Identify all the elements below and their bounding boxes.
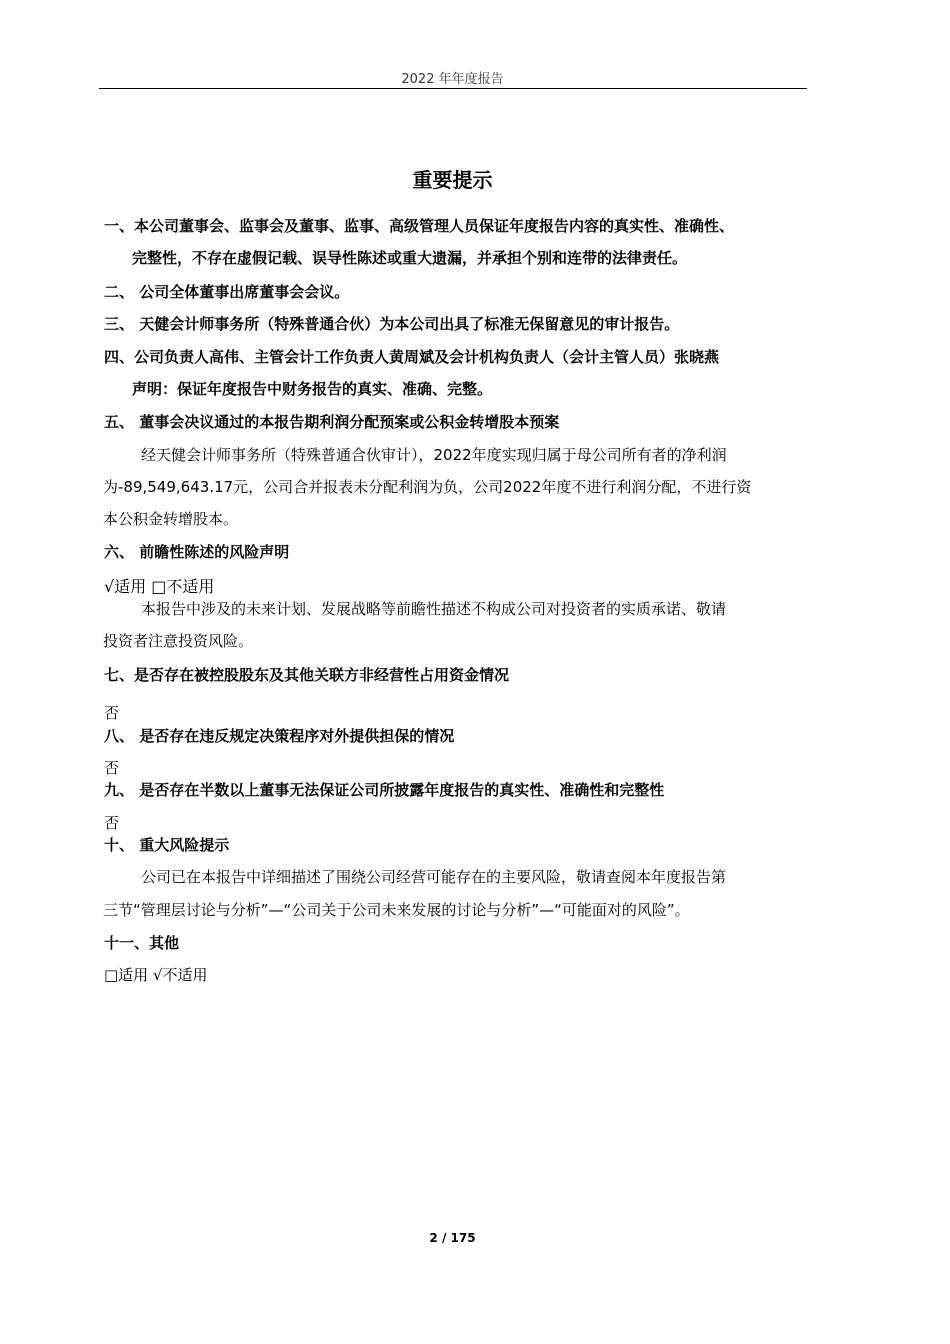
item-1-line-2: 完整性，不存在虚假记载、误导性陈述或重大遗漏，并承担个别和连带的法律责任。 — [132, 249, 688, 267]
item-6-applicability: √适用 □不适用 — [104, 577, 215, 596]
item-10-heading: 十、 重大风险提示 — [104, 836, 230, 854]
running-header: 2022 年年度报告 — [401, 72, 504, 87]
item-11-applicability: □适用 √不适用 — [104, 966, 208, 984]
item-6-heading: 六、 前瞻性陈述的风险声明 — [104, 543, 290, 561]
item-6-para-line-1: 本报告中涉及的未来计划、发展战略等前瞻性描述不构成公司对投资者的实质承诺、敬请 — [141, 600, 727, 618]
item-8-heading: 八、 是否存在违反规定决策程序对外提供担保的情况 — [104, 727, 455, 745]
item-7-heading: 七、是否存在被控股股东及其他关联方非经营性占用资金情况 — [104, 666, 510, 684]
item-5-para-line-3: 本公积金转增股本。 — [103, 510, 239, 528]
item-2: 二、 公司全体董事出席董事会会议。 — [104, 283, 350, 301]
item-3: 三、 天健会计师事务所（特殊普通合伙）为本公司出具了标准无保留意见的审计报告。 — [104, 315, 680, 333]
item-8-answer: 否 — [104, 759, 120, 777]
item-9-heading: 九、 是否存在半数以上董事无法保证公司所披露年度报告的真实性、准确性和完整性 — [104, 781, 665, 799]
item-5-heading: 五、 董事会决议通过的本报告期利润分配预案或公积金转增股本预案 — [104, 413, 560, 431]
page-title: 重要提示 — [412, 168, 493, 192]
item-9-answer: 否 — [104, 814, 120, 832]
item-6-para-line-2: 投资者注意投资风险。 — [103, 632, 254, 650]
item-10-para-line-2: 三节“管理层讨论与分析”—“公司关于公司未来发展的讨论与分析”—“可能面对的风险”。 — [103, 901, 690, 919]
header-divider — [99, 88, 807, 89]
item-5-para-line-2: 为-89,549,643.17元，公司合并报表未分配利润为负，公司2022年度不进行利润分配，不进行资 — [103, 478, 752, 496]
item-4-line-1: 四、公司负责人高伟、主管会计工作负责人黄周斌及会计机构负责人（会计主管人员）张晓燕 — [104, 348, 720, 366]
item-4-line-2: 声明：保证年度报告中财务报告的真实、准确、完整。 — [132, 380, 493, 398]
page-number: 2 / 175 — [429, 1231, 476, 1245]
item-10-para-line-1: 公司已在本报告中详细描述了围绕公司经营可能存在的主要风险，敬请查阅本年度报告第 — [141, 868, 727, 886]
item-1-line-1: 一、本公司董事会、监事会及董事、监事、高级管理人员保证年度报告内容的真实性、准确性、 — [104, 217, 735, 235]
item-11-heading: 十一、其他 — [104, 934, 180, 952]
item-5-para-line-1: 经天健会计师事务所（特殊普通合伙审计），2022年度实现归属于母公司所有者的净利润 — [141, 446, 727, 464]
item-7-answer: 否 — [104, 704, 120, 722]
